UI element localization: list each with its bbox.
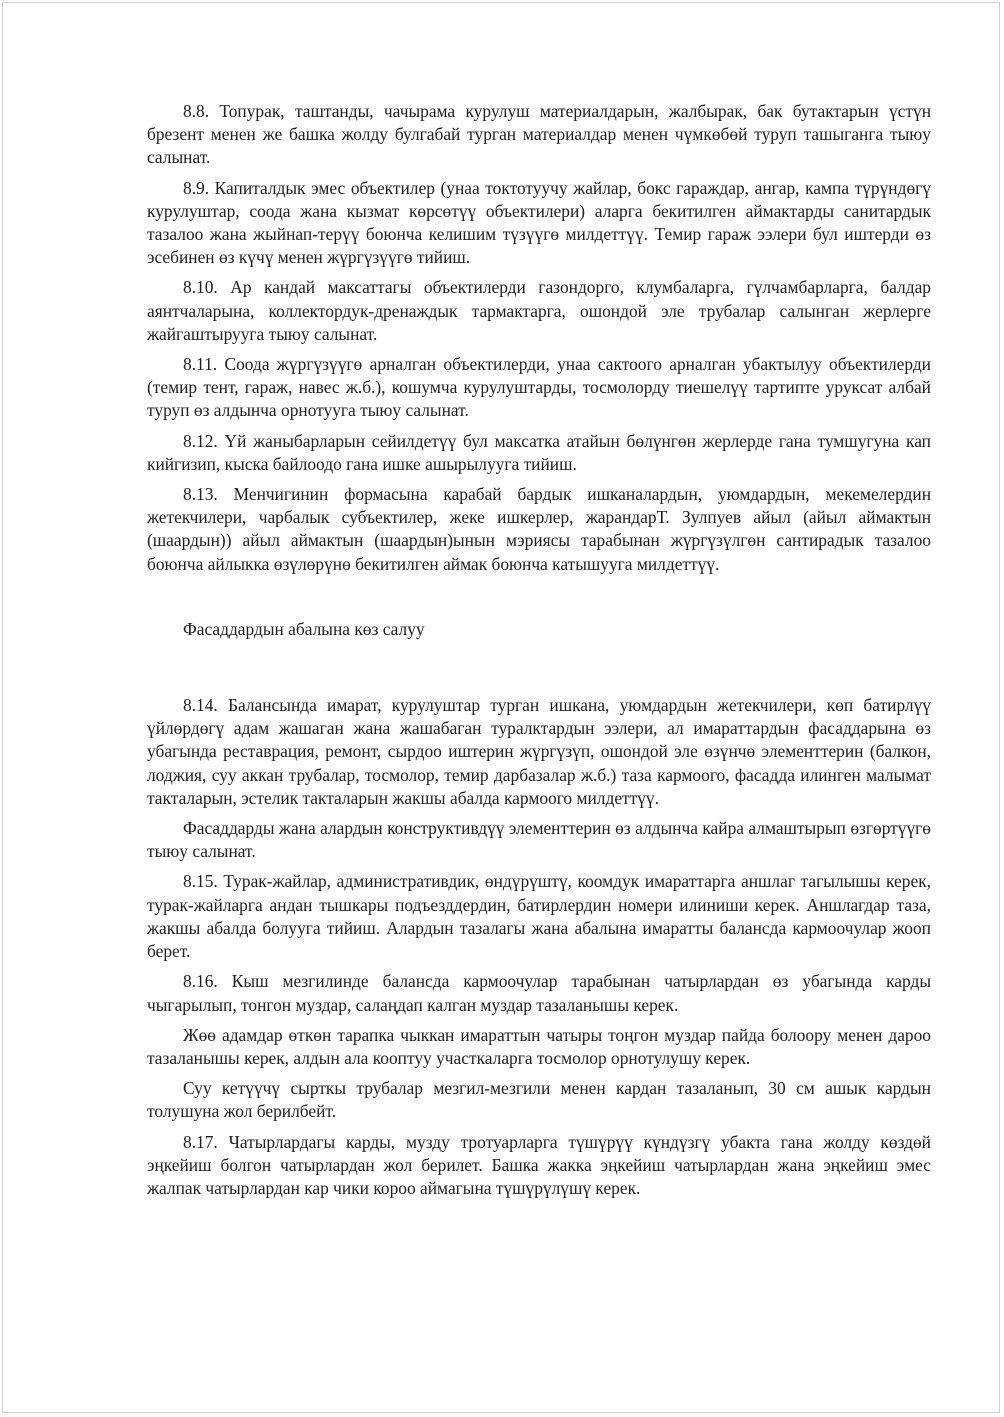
paragraph-8-8: 8.8. Топурак, таштанды, чачырама курулуш материалдарын, жалбырак, бак бутактарын үстүн брезент менен же башка жолду булгабай турган материалдар менен чүмкөбөй туруп ташыганга тыюу салынат. [147,101,931,168]
paragraph-facades: Фасаддарды жана алардын конструктивдүү элементтерин өз алдынча кайра алмаштырып өзгөртүүгө тыюу салынат. [147,818,931,862]
paragraph-8-10: 8.10. Ар кандай максаттагы объектилерди газондорго, клумбаларга, гүлчамбарларга, балдар аянтчаларына, коллектордук-дренаждык тармактарга, ошондой эле трубалар салынган жерлерге жайгаштырууга тыюу салынат. [147,277,931,344]
paragraph-8-12: 8.12. Үй жаныбарларын сейилдетүү бул максатка атайын бөлүнгөн жерлерде гана тумшугуна кап кийгизип, кыска байлоодо гана ишке ашырылууга тийиш. [147,430,931,474]
paragraph-8-15: 8.15. Турак-жайлар, административдик, өндүрүштү, коомдук имараттарга аншлаг тагылышы керек, турак-жайларга андан тышкары подъезддердин, батирлердин номери илиниши керек. Аншлагдар таза, жакшы абалда болууга тийиш. Алардын тазалагы жана абалына имаратты балансда кармоочулар жооп берет. [147,871,931,962]
paragraph-drainpipes: Суу кетүүчү сырткы трубалар мезгил-мезгили менен кардан тазаланып, 30 см ашык кардын толушуна жол берилбейт. [147,1078,931,1122]
paragraph-8-11: 8.11. Соода жүргүзүүгө арналган объектилерди, унаа сактоого арналган убактылуу объектилерди (темир тент, гараж, навес ж.б.), кошумча курулуштарды, тосмолорду тиешелүү тартипте уруксат албай туруп өз алдынча орнотууга тыюу салынат. [147,354,931,421]
document-page [2,2,1000,1413]
section-heading: Фасаддардын абалына көз салуу [183,618,425,639]
paragraph-pedestrian: Жөө адамдар өткөн тарапка чыккан имараттын чатыры тоңгон муздар пайда болоору менен дароо тазаланышы керек, алдын ала кооптуу участкаларга тосмолор орнотулушу керек. [147,1024,931,1068]
document-body [147,100,931,1200]
paragraph-8-16: 8.16. Кыш мезгилинде балансда кармоочулар тарабынан чатырлардан өз убагында карды чыгарылып, тонгон муздар, салаңдап калган муздар тазаланышы керек. [147,971,931,1015]
paragraph-8-14: 8.14. Балансында имарат, курулуштар турган ишкана, уюмдардын жетекчилери, көп батирлүү үйлөрдөгү адам жашаган жана жашабаган туралктардын ээлери, ал имараттардын фасаддарына өз убагында реставрация, ремонт, сырдоо иштерин жүргүзүп, ошондой эле өзүнчө элементтерин (балкон, лоджия, суу аккан трубалар, тосмолор, темир дарбазалар ж.б.) таза кармоого, фасадда илинген малымат такталарын, эстелик такталарын жакшы абалда кармоого милдеттүү. [147,695,931,808]
paragraph-8-13: 8.13. Менчигинин формасына карабай бардык ишканалардын, уюмдардын, мекемелердин жетекчилери, чарбалык субъектилер, жеке ишкерлер, жарандарТ. Зулпуев айыл (айыл аймактын (шаардын)) айыл аймактын (шаардын)ынын мэриясы тарабынан жүргүзүлгөн сантирадык тазалоо боюнча айлыкка өзүлөрүнө бекитилген аймак боюнча катышууга милдеттүү. [147,484,931,574]
paragraph-8-17: 8.17. Чатырлардагы карды, музду тротуарларга түшүрүү күндүзгү убакта гана жолду көздөй эңкейиш болгон чатырлардан жол берилет. Башка жакка эңкейиш чатырлардан жана эңкейиш эмес жалпак чатырлардан кар чики короо аймагына түшүрүлүшү керек. [147,1131,931,1198]
paragraph-8-9: 8.9. Капиталдык эмес объектилер (унаа токтотуучу жайлар, бокс гараждар, ангар, кампа түрүндөгү курулуштар, соода жана кызмат көрсөтүү объектилери) аларга бекитилген аймактарды санитардык тазалоо жана жыйнап-терүү боюнча келишим түзүүгө милдеттүү. Темир гараж ээлери бул иштерди өз эсебинен өз күчү менен жүргүзүүгө тийиш. [147,177,931,268]
